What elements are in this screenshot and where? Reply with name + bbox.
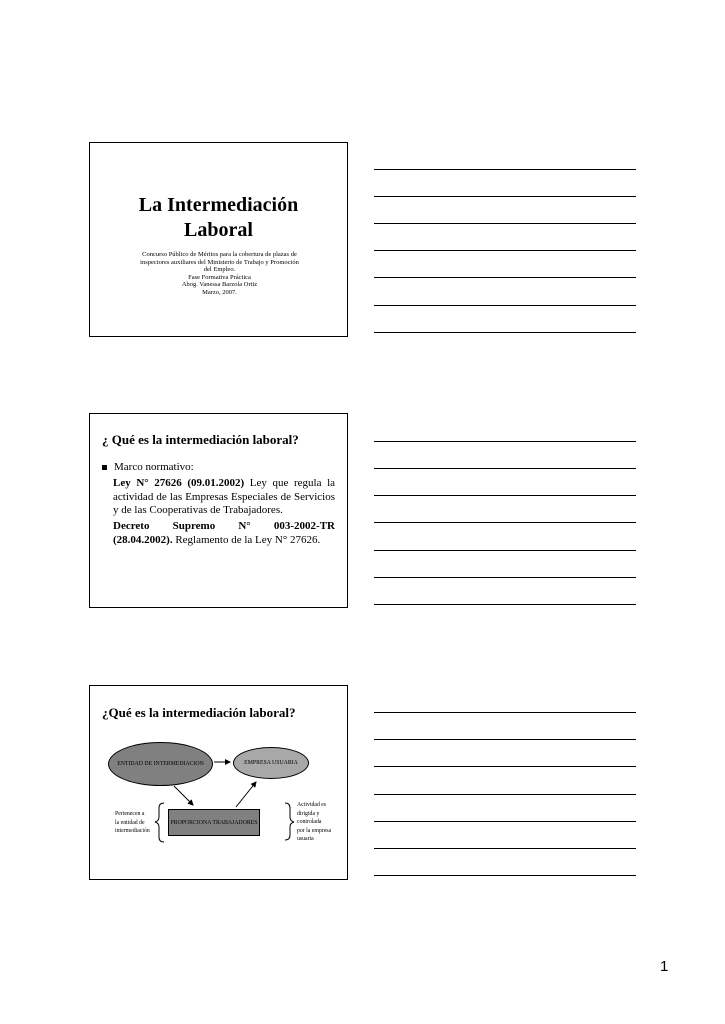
note-line <box>374 277 636 278</box>
note-line <box>374 468 636 469</box>
bullet-item <box>102 461 194 473</box>
decree-paragraph <box>113 520 335 547</box>
note-line <box>374 522 636 523</box>
info-line: inspectores auxiliares del Ministerio de Trabajo y Promoción <box>140 258 299 266</box>
info-line: del Empleo. <box>203 266 236 274</box>
left-note-line: la entidad de <box>115 819 145 826</box>
note-line <box>374 848 636 849</box>
slide-3-title: ¿Qué es la intermediación laboral? <box>102 705 296 720</box>
note-line <box>374 550 636 551</box>
note-line <box>374 577 636 578</box>
slide-2-title: ¿ Qué es la intermediación laboral? <box>102 432 299 447</box>
slide-1-title <box>90 193 347 243</box>
right-note-line: Actividad es <box>297 802 327 808</box>
page-number: 1 <box>660 958 669 975</box>
right-brace <box>285 803 294 840</box>
note-line <box>374 821 636 822</box>
right-note-line: usuaria <box>297 836 314 842</box>
law-paragraph <box>113 477 335 518</box>
title-line-1: La Intermediación <box>138 194 299 216</box>
info-line: Fase Formativa Práctica <box>188 273 251 281</box>
note-line <box>374 305 636 306</box>
title-line-2: Laboral <box>184 219 253 241</box>
left-brace <box>155 803 164 842</box>
note-line <box>374 495 636 496</box>
info-line: Marzo, 2007. <box>202 288 237 296</box>
note-line <box>374 169 636 170</box>
note-line <box>374 712 636 713</box>
arrow-to-usuaria-from-box <box>236 782 256 807</box>
note-line <box>374 604 636 605</box>
law-reference: Ley N° 27626 (09.01.2002) <box>113 477 245 489</box>
slide-1-info <box>110 251 329 297</box>
decree-description: Reglamento de la Ley N° 27626. <box>172 533 321 546</box>
bullet-text: Marco normativo: <box>114 461 194 473</box>
slide-2 <box>89 413 348 608</box>
entidad-intermediacion-node: ENTIDAD DE INTERMEDIACION <box>108 742 213 786</box>
empresa-usuaria-node: EMPRESA USUARIA <box>233 747 309 779</box>
note-line <box>374 250 636 251</box>
right-note-line: dirigida y <box>297 810 320 817</box>
info-line: Concurso Público de Méritos para la cobertura de plazas de <box>142 251 297 258</box>
note-line <box>374 739 636 740</box>
note-line <box>374 196 636 197</box>
left-note-line: intermediación <box>115 828 150 834</box>
note-line <box>374 332 636 333</box>
law-description: Ley que regula la actividad de las Empresas Especiales de Servicios y de las Cooperativas de Trabajadores. <box>113 477 336 517</box>
note-line <box>374 794 636 795</box>
right-note-line: por la empresa <box>297 827 332 834</box>
slide-3 <box>89 685 348 880</box>
slide-1 <box>89 142 348 337</box>
proporciona-trabajadores-node: PROPORCIONA TRABAJADORES <box>168 809 260 836</box>
note-line <box>374 875 636 876</box>
note-line <box>374 766 636 767</box>
note-line <box>374 223 636 224</box>
left-note-line: Pertenecen a <box>115 811 145 817</box>
bullet-square-icon <box>102 465 107 470</box>
decree-reference: Decreto Supremo N° 003-2002-TR (28.04.2002). <box>113 520 335 546</box>
arrow-to-proporciona <box>174 786 193 805</box>
diagram-connectors <box>90 686 349 881</box>
left-note <box>115 810 150 836</box>
right-note-line: controlada <box>297 819 322 825</box>
info-line: Abog. Vanessa Barzola Ortiz <box>181 281 258 289</box>
note-line <box>374 441 636 442</box>
right-note <box>297 801 331 844</box>
